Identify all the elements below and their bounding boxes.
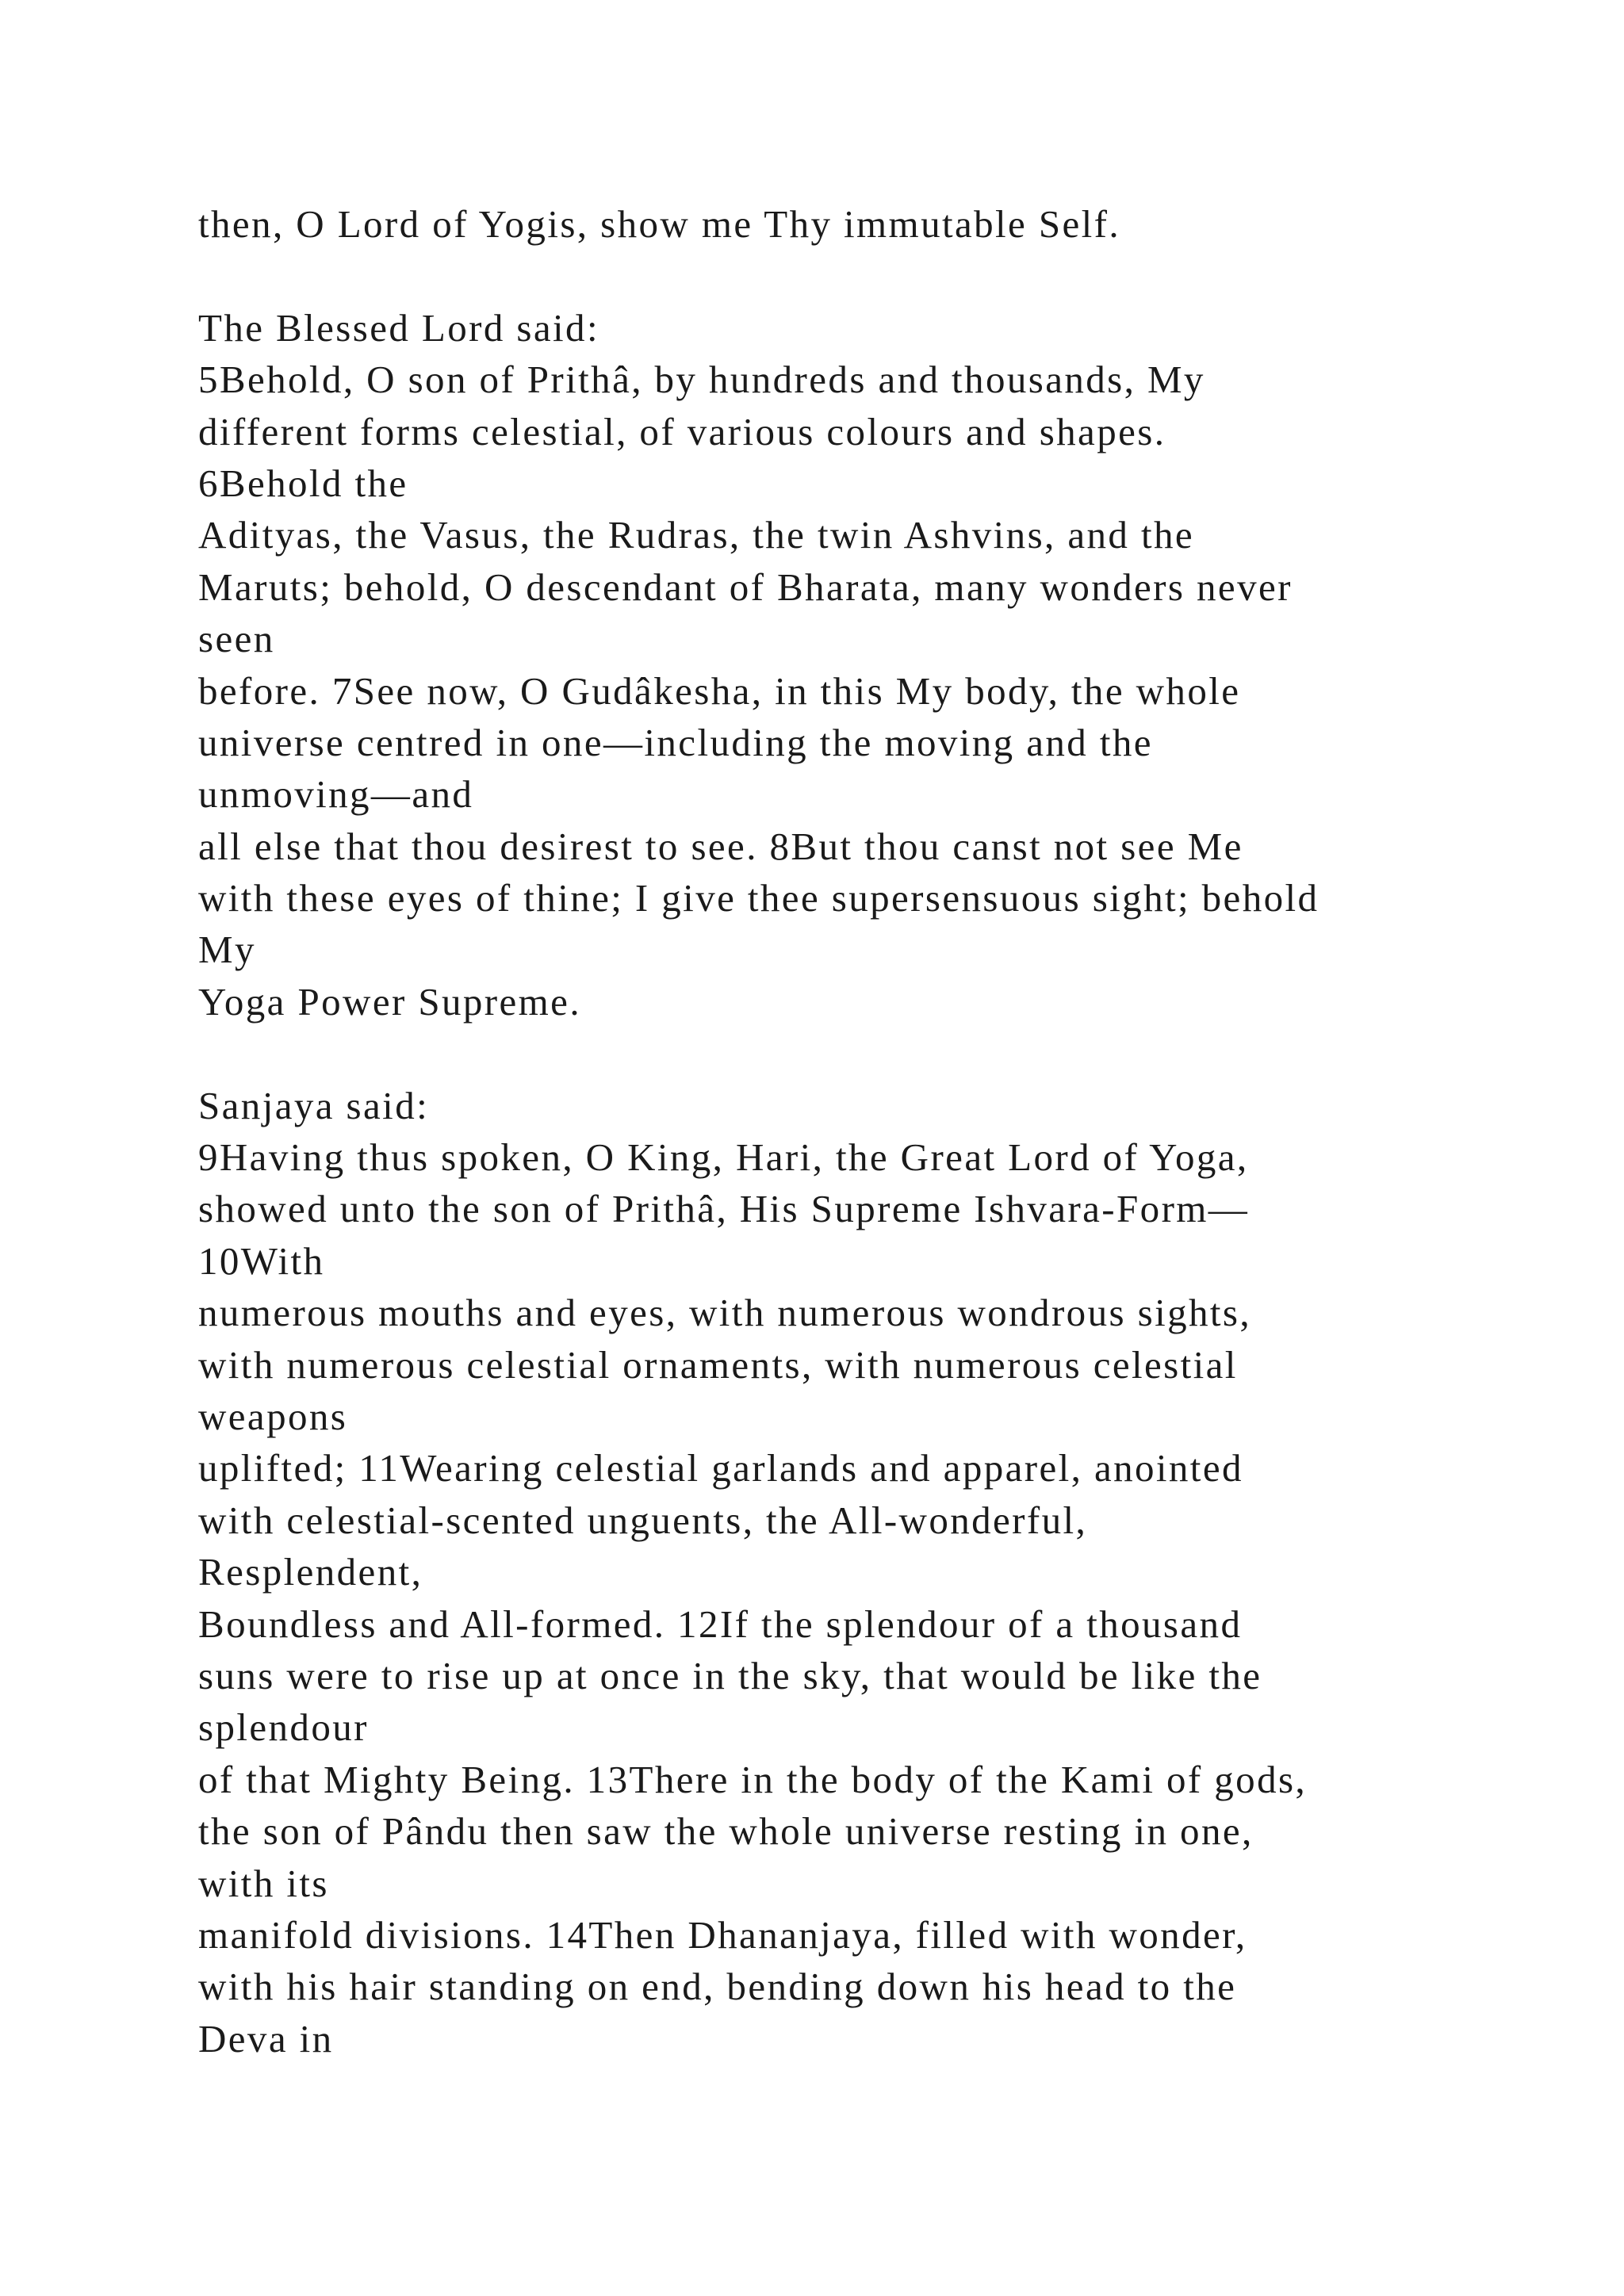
text-line: 6Behold the [198, 461, 408, 505]
text-line: Boundless and All-formed. 12If the splendour of a thousand [198, 1601, 1243, 1646]
speaker-heading: The Blessed Lord said: [198, 305, 599, 350]
body-text [198, 198, 1546, 2064]
text-line: with these eyes of thine; I give thee supersensuous sight; behold [198, 876, 1320, 920]
text-line: Yoga Power Supreme. [198, 979, 581, 1024]
text-line: all else that thou desirest to see. 8But thou canst not see Me [198, 824, 1243, 868]
text-line: then, O Lord of Yogis, show me Thy immutable Self. [198, 202, 1121, 246]
text-line: different forms celestial, of various colours and shapes. [198, 409, 1166, 453]
text-line: uplifted; 11Wearing celestial garlands and apparel, anointed [198, 1446, 1243, 1490]
text-line: showed unto the son of Prithâ, His Supreme Ishvara-Form— [198, 1187, 1250, 1231]
text-line: with numerous celestial ornaments, with numerous celestial [198, 1342, 1238, 1387]
text-line: unmoving—and [198, 772, 474, 817]
text-line: seen [198, 617, 275, 661]
blank-line [198, 250, 1546, 301]
text-line: manifold divisions. 14Then Dhananjaya, filled with wonder, [198, 1912, 1247, 1957]
text-line: splendour [198, 1705, 369, 1750]
text-line: Maruts; behold, O descendant of Bharata, many wonders never [198, 564, 1293, 609]
text-line: with celestial-scented unguents, the All-wonderful, [198, 1498, 1088, 1542]
text-line: My [198, 928, 256, 972]
text-line: with his hair standing on end, bending down his head to the [198, 1965, 1237, 2009]
text-line: 9Having thus spoken, O King, Hari, the Great Lord of Yoga, [198, 1135, 1249, 1180]
text-line: 5Behold, O son of Prithâ, by hundreds and thousands, My [198, 358, 1205, 402]
text-line: Deva in [198, 2016, 334, 2061]
text-line: Resplendent, [198, 1550, 423, 1594]
text-line: the son of Pându then saw the whole universe resting in one, [198, 1809, 1254, 1854]
speaker-heading: Sanjaya said: [198, 1083, 430, 1127]
text-line: numerous mouths and eyes, with numerous wondrous sights, [198, 1291, 1252, 1335]
text-line: weapons [198, 1394, 348, 1438]
text-line: 10With [198, 1238, 325, 1283]
text-line: with its [198, 1861, 329, 1905]
text-line: suns were to rise up at once in the sky, that would be like the [198, 1653, 1262, 1697]
text-line: of that Mighty Being. 13There in the body of the Kami of gods, [198, 1757, 1308, 1801]
text-line: universe centred in one—including the moving and the [198, 720, 1153, 764]
text-line: before. 7See now, O Gudâkesha, in this My body, the whole [198, 668, 1241, 713]
blank-line [198, 1027, 1546, 1079]
text-line: Adityas, the Vasus, the Rudras, the twin Ashvins, and the [198, 513, 1194, 557]
